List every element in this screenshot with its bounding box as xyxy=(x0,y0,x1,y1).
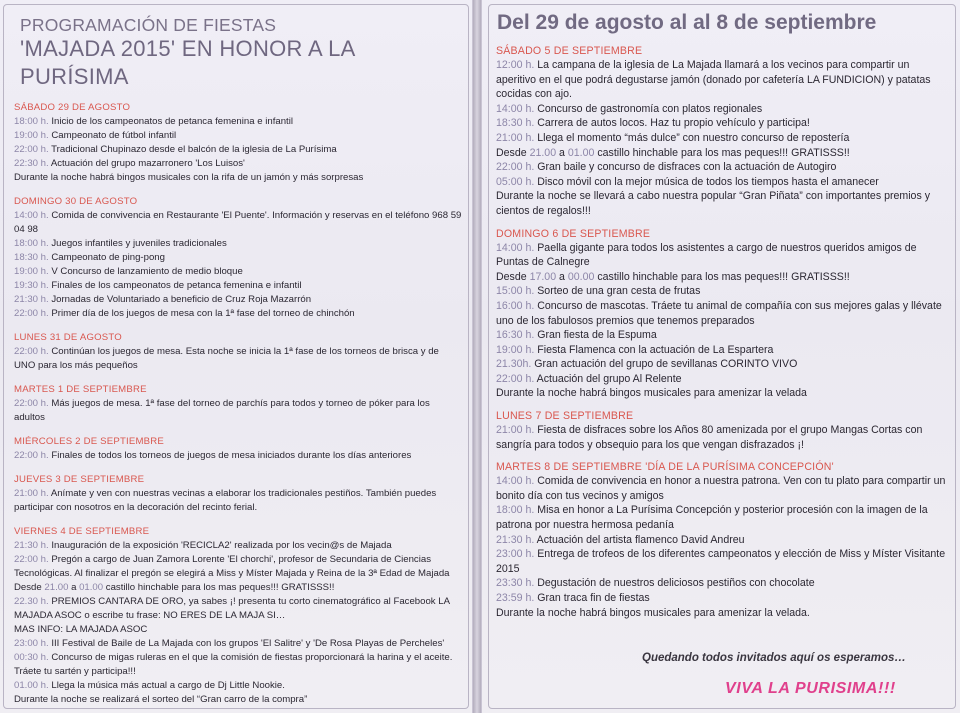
entry-text: Gran actuación del grupo de sevillanas CORINTO VIVO xyxy=(531,358,798,371)
schedule-entry xyxy=(496,328,951,343)
entry-text: Jornadas de Voluntariado a beneficio de Cruz Roja Mazarrón xyxy=(48,294,312,305)
schedule-note xyxy=(14,581,462,595)
schedule-entry xyxy=(496,372,951,387)
entry-time: 18:00 h. xyxy=(14,238,49,249)
entry-text: Tradicional Chupinazo desde el balcón de la iglesia de La Purísima xyxy=(48,144,337,155)
entry-text: Misa en honor a La Purísima Concepción y posterior procesión con la imagen de la patrona por nuestra hermosa pedanía xyxy=(496,504,928,532)
viva-slogan: VIVA LA PURISIMA!!! xyxy=(725,680,896,697)
day-heading: JUEVES 3 DE SEPTIEMBRE xyxy=(14,474,145,485)
entry-text: Llega el momento “más dulce” con nuestro concurso de repostería xyxy=(534,131,850,144)
entry-text-tail: castillo hinchable para los mas peques!!! GRATISSS!! xyxy=(594,146,850,159)
entry-text: Paella gigante para todos los asistentes a cargo de nuestros queridos amigos de Puntas de Calnegre xyxy=(496,241,917,269)
entry-text: Desde xyxy=(496,270,530,283)
schedule-entry xyxy=(14,251,462,265)
schedule-note xyxy=(496,146,951,161)
schedule-note xyxy=(496,606,951,621)
day-section xyxy=(14,525,462,707)
entry-time: 14:00 h. xyxy=(496,102,535,115)
entry-text: Primer día de los juegos de mesa con la 1ª fase del torneo de chinchón xyxy=(48,308,355,319)
entry-time: 22:00 h. xyxy=(496,161,535,174)
schedule-entry xyxy=(496,533,951,548)
entry-time: 18:30 h. xyxy=(14,252,49,263)
entry-text: Entrega de trofeos de los diferentes campeonatos y elección de Miss y Míster Visitante 2015 xyxy=(496,548,946,575)
start-time: 21.00 xyxy=(44,582,69,593)
schedule-note xyxy=(496,270,951,285)
schedule-entry xyxy=(14,345,462,373)
entry-text: Fiesta Flamenca con la actuación de La Espartera xyxy=(534,343,774,356)
entry-text-mid: a xyxy=(68,582,80,593)
entry-text: La campana de la iglesia de La Majada llamará a los vecinos para compartir un aperitivo en el que podrá degustarse jamón (donado por cafetería LA FUNDICION) y patatas cocidas con ajo. xyxy=(496,59,931,101)
entry-time: 22:00 h. xyxy=(14,346,49,357)
day-section xyxy=(14,435,462,463)
schedule-entry xyxy=(14,679,462,693)
entry-text: Gran traca fin de fiestas xyxy=(534,592,650,604)
day-heading: LUNES 7 DE SEPTIEMBRE xyxy=(496,410,634,423)
entry-text: Degustación de nuestros deliciosos pestiños con chocolate xyxy=(534,577,815,590)
entry-time: 22:00 h. xyxy=(14,398,49,409)
entry-text: Concurso de mascotas. Tráete tu animal de compañía con sus mejores galas y llévate uno de los fabulosos premios que tenemos preparados xyxy=(496,299,942,327)
day-heading: SÁBADO 5 DE SEPTIEMBRE xyxy=(496,45,643,57)
entry-text: Durante la noche se llevará a cabo nuestra popular “Gran Piñata” con importantes premios y cientos de regalos!!! xyxy=(496,190,930,217)
entry-text: PREMIOS CANTARA DE ORO, ya sabes ¡! presenta tu corto cinematográfico al Facebook LA MAJADA ASOC o escribe tu frase: NO ERES DE LA MAJA SI… xyxy=(14,596,450,621)
schedule-entry xyxy=(496,284,951,299)
day-heading: SÁBADO 29 DE AGOSTO xyxy=(14,102,131,113)
schedule-entry xyxy=(496,343,951,358)
schedule-entry xyxy=(496,576,951,591)
entry-time: 23:30 h. xyxy=(496,577,535,590)
day-heading: MARTES 1 DE SEPTIEMBRE xyxy=(14,384,147,395)
day-heading: LUNES 31 DE AGOSTO xyxy=(14,332,122,343)
schedule-entry xyxy=(496,131,951,146)
day-section xyxy=(496,409,951,452)
left-content xyxy=(14,14,462,707)
entry-text: Actuación del artista flamenco David Andreu xyxy=(534,533,745,546)
entry-time: 19:30 h. xyxy=(14,280,49,291)
end-time: 00.00 xyxy=(567,270,595,283)
entry-time: 21:00 h. xyxy=(496,131,535,144)
right-schedule xyxy=(496,44,951,620)
entry-time: 18:00 h. xyxy=(496,504,535,517)
entry-time: 23:00 h. xyxy=(496,548,535,561)
entry-text: Durante la noche se realizará el sorteo del “Gran carro de la compra” xyxy=(14,694,308,705)
schedule-entry xyxy=(496,299,951,328)
entry-time: 14:00 h. xyxy=(14,210,49,221)
entry-text: Finales de los campeonatos de petanca femenina e infantil xyxy=(48,280,302,291)
entry-text: Juegos infantiles y juveniles tradicionales xyxy=(48,238,227,249)
entry-text: Carrera de autos locos. Haz tu propio vehículo y participa! xyxy=(534,117,810,130)
schedule-note xyxy=(14,623,462,637)
entry-text-tail: castillo hinchable para los mas peques!!! GRATISSS!! xyxy=(103,582,335,593)
right-page xyxy=(481,0,960,713)
schedule-note xyxy=(14,693,462,707)
entry-text: Concurso de migas ruleras en el que la comisión de fiestas proporcionará la harina y el aceite. Tráete tu sartén y participa!!! xyxy=(14,652,453,677)
start-time: 21.00 xyxy=(529,146,557,159)
end-time: 01.00 xyxy=(567,146,595,159)
entry-text: Sorteo de una gran cesta de frutas xyxy=(534,285,701,298)
entry-text-mid: a xyxy=(556,270,568,283)
entry-text: Gran baile y concurso de disfraces con la actuación de Autogiro xyxy=(534,161,837,174)
schedule-entry xyxy=(496,357,951,372)
day-section xyxy=(496,227,951,402)
entry-text: Más juegos de mesa. 1ª fase del torneo de parchís para todos y torneo de póker para los adultos xyxy=(14,398,430,423)
entry-text-mid: a xyxy=(556,146,568,159)
entry-time: 16:30 h. xyxy=(496,329,535,342)
schedule-note xyxy=(496,386,951,401)
entry-text: Gran fiesta de la Espuma xyxy=(534,329,657,342)
entry-time: 21:30 h. xyxy=(14,540,49,551)
left-page xyxy=(0,0,473,713)
schedule-entry xyxy=(496,503,951,532)
entry-time: 22:00 h. xyxy=(14,554,49,565)
entry-time: 23:59 h. xyxy=(496,592,535,604)
entry-text: Actuación del grupo mazarronero 'Los Luisos' xyxy=(48,158,245,169)
entry-time: 22:30 h. xyxy=(14,158,49,169)
entry-text: Finales de todos los torneos de juegos de mesa iniciados durante los días anteriores xyxy=(48,450,412,461)
date-range-title: Del 29 de agosto al al 8 de septiembre xyxy=(497,11,877,34)
schedule-entry xyxy=(14,143,462,157)
entry-time: 19:00 h. xyxy=(14,266,49,277)
entry-text: V Concurso de lanzamiento de medio bloque xyxy=(48,266,243,277)
entry-time: 22.30 h. xyxy=(14,596,49,607)
schedule-entry xyxy=(14,265,462,279)
entry-text: Disco móvil con la mejor música de todos los tiempos hasta el amanecer xyxy=(534,175,879,188)
day-section xyxy=(496,44,951,219)
schedule-entry xyxy=(496,547,951,576)
entry-text: Continúan los juegos de mesa. Esta noche se inicia la 1ª fase de los torneos de brisca y de UNO para los más pequeños xyxy=(14,346,439,371)
entry-time: 14:00 h. xyxy=(496,241,535,254)
entry-text: Campeonato de ping-pong xyxy=(48,252,165,263)
schedule-entry xyxy=(14,209,462,237)
day-heading: VIERNES 4 DE SEPTIEMBRE xyxy=(14,526,150,537)
entry-time: 00:30 h. xyxy=(14,652,49,663)
entry-time: 21:30 h. xyxy=(496,533,535,546)
schedule-entry xyxy=(14,449,462,463)
entry-text: MAS INFO: LA MAJADA ASOC xyxy=(14,624,148,635)
entry-text: Inauguración de la exposición 'RECICLA2' realizada por los vecin@s de Majada xyxy=(48,540,392,551)
schedule-note xyxy=(496,189,951,218)
right-content xyxy=(496,10,951,620)
entry-time: 21:00 h. xyxy=(496,424,535,437)
day-section xyxy=(14,473,462,515)
entry-time: 16:00 h. xyxy=(496,299,535,312)
schedule-entry xyxy=(14,539,462,553)
entry-text: Anímate y ven con nuestras vecinas a elaborar los tradicionales pestiños. También puedes participar con nosotros en la decoración del recinto ferial. xyxy=(14,488,437,513)
schedule-entry xyxy=(496,423,951,452)
entry-text: Desde xyxy=(14,582,45,593)
program-subtitle: 'MAJADA 2015' EN HONOR A LA PURÍSIMA xyxy=(20,36,355,89)
day-heading: DOMINGO 6 DE SEPTIEMBRE xyxy=(496,227,651,240)
entry-text: Actuación del grupo Al Relente xyxy=(534,372,682,385)
start-time: 17.00 xyxy=(529,270,557,283)
entry-time: 23:00 h. xyxy=(14,638,49,649)
entry-time: 19:00 h. xyxy=(14,130,49,141)
entry-time: 15:00 h. xyxy=(496,285,535,298)
schedule-entry xyxy=(14,595,462,623)
schedule-entry xyxy=(496,591,951,606)
schedule-entry xyxy=(14,397,462,425)
schedule-entry xyxy=(14,307,462,321)
schedule-entry xyxy=(496,160,951,175)
schedule-entry xyxy=(14,129,462,143)
entry-time: 01.00 h. xyxy=(14,680,49,691)
entry-time: 18:30 h. xyxy=(496,117,535,130)
end-time: 01.00 xyxy=(79,582,104,593)
entry-text: Pregón a cargo de Juan Zamora Lorente 'El chorchi', profesor de Secundaria de Ciencias Tecnológicas. Al finalizar el pregón se elegirá a Miss y Míster Majada y Reina de la 3ª Edad de Majada xyxy=(14,554,450,579)
schedule-note xyxy=(14,171,462,185)
schedule-entry xyxy=(496,102,951,117)
entry-time: 12:00 h. xyxy=(496,59,535,71)
day-heading: MIÉRCOLES 2 DE SEPTIEMBRE xyxy=(14,436,165,447)
entry-text-tail: castillo hinchable para los mas peques!!! GRATISSS!! xyxy=(594,270,850,283)
entry-time: 14:00 h. xyxy=(496,475,535,488)
day-heading: DOMINGO 30 DE AGOSTO xyxy=(14,196,138,207)
schedule-entry xyxy=(496,175,951,190)
schedule-entry xyxy=(14,157,462,171)
entry-time: 22:00 h. xyxy=(14,308,49,319)
day-section xyxy=(14,383,462,425)
entry-text: Durante la noche habrá bingos musicales con la rifa de un jamón y más sorpresas xyxy=(14,172,364,183)
entry-time: 22:00 h. xyxy=(14,144,49,155)
entry-text: Fiesta de disfraces sobre los Años 80 amenizada por el grupo Mangas Cortas con sangría para todos y obsequio para los que vengan disfrazados ¡! xyxy=(496,424,923,451)
schedule-entry xyxy=(14,293,462,307)
entry-text: Comida de convivencia en Restaurante 'El Puente'. Información y reservas en el teléfono 968 59 04 98 xyxy=(14,210,462,235)
day-heading: MARTES 8 DE SEPTIEMBRE 'DÍA DE LA PURÍSIMA CONCEPCIÓN' xyxy=(496,461,834,474)
entry-text: Comida de convivencia en honor a nuestra patrona. Ven con tu plato para compartir un bonito día con tus vecinos y amigos xyxy=(496,475,946,502)
schedule-entry xyxy=(14,651,462,679)
schedule-entry xyxy=(14,279,462,293)
schedule-entry xyxy=(14,237,462,251)
entry-text: Desde xyxy=(496,146,530,159)
schedule-entry xyxy=(496,474,951,503)
entry-time: 18:00 h. xyxy=(14,116,49,127)
closing-invitation: Quedando todos invitados aquí os esperamos… xyxy=(642,652,906,664)
entry-time: 05:00 h. xyxy=(496,175,535,188)
entry-time: 22:00 h. xyxy=(496,372,535,385)
entry-text: Llega la música más actual a cargo de Dj Little Nookie. xyxy=(48,680,285,691)
day-section xyxy=(496,460,951,620)
schedule-entry xyxy=(496,116,951,131)
entry-time: 22:00 h. xyxy=(14,450,49,461)
entry-time: 21:30 h. xyxy=(14,294,49,305)
entry-text: Campeonato de fútbol infantil xyxy=(48,130,177,141)
day-section xyxy=(14,101,462,185)
schedule-entry xyxy=(14,487,462,515)
entry-text: Concurso de gastronomía con platos regionales xyxy=(534,102,763,115)
page-spine xyxy=(473,0,481,713)
schedule-entry xyxy=(14,553,462,581)
schedule-entry xyxy=(496,241,951,270)
day-section xyxy=(14,331,462,373)
schedule-entry xyxy=(14,115,462,129)
entry-time: 21.30h. xyxy=(496,358,532,371)
entry-text: Inicio de los campeonatos de petanca femenina e infantil xyxy=(48,116,293,127)
program-title: PROGRAMACIÓN DE FIESTAS xyxy=(20,15,277,35)
entry-text: III Festival de Baile de La Majada con los grupos 'El Salitre' y 'De Rosa Playas de Percheles' xyxy=(48,638,445,649)
entry-time: 21:00 h. xyxy=(14,488,49,499)
schedule-entry xyxy=(14,637,462,651)
left-schedule xyxy=(14,101,462,707)
entry-text: Durante la noche habrá bingos musicales para amenizar la velada xyxy=(496,387,807,400)
schedule-entry xyxy=(496,58,951,102)
entry-time: 19:00 h. xyxy=(496,343,535,356)
day-section xyxy=(14,195,462,321)
entry-text: Durante la noche habrá bingos musicales para amenizar la velada. xyxy=(496,606,810,619)
